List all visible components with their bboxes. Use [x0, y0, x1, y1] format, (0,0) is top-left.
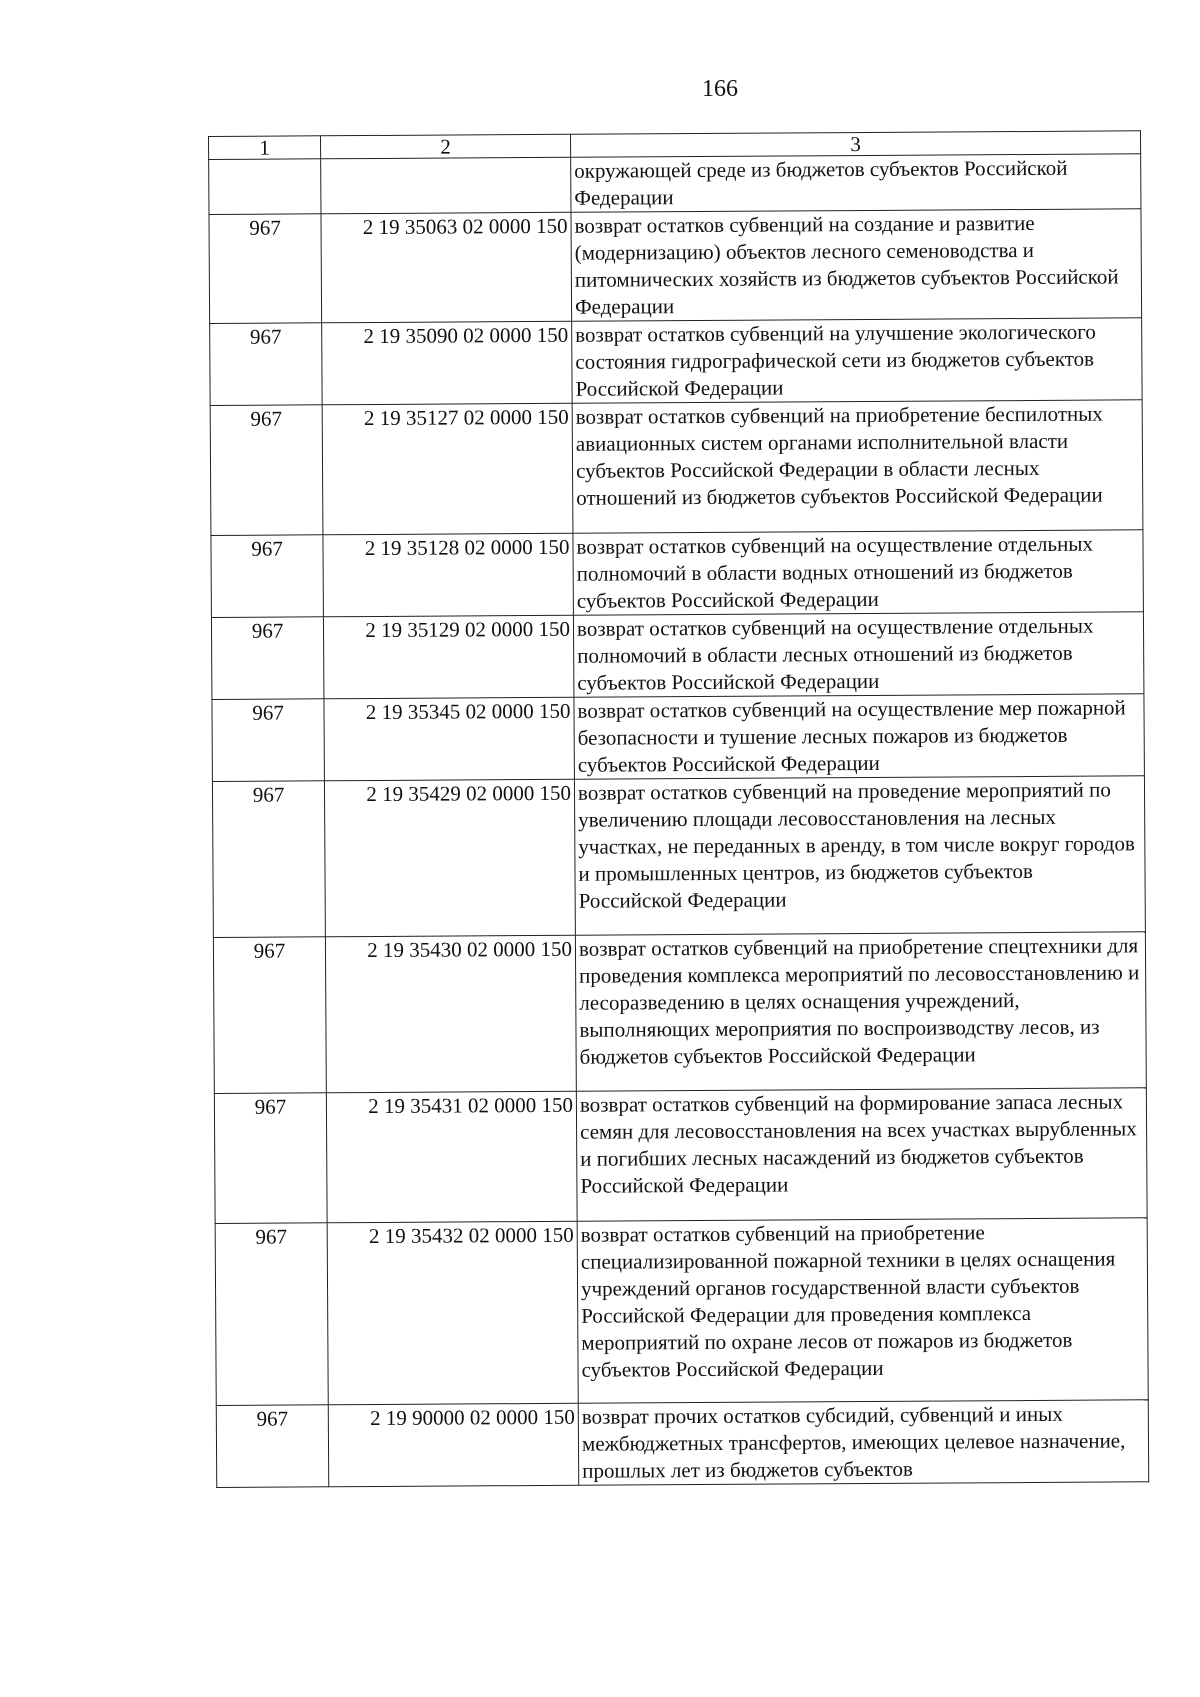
budget-code-cell: 2 19 35129 02 0000 150: [323, 615, 573, 699]
admin-code-cell: 967: [215, 1223, 328, 1406]
admin-code-cell: 967: [212, 699, 324, 782]
table-row: [212, 776, 1145, 938]
table-row: [210, 400, 1143, 536]
description-cell: возврат прочих остатков субсидий, субвенций и иных межбюджетных трансфертов, имеющих целевое назначение, прошлых лет из бюджетов субъектов: [578, 1400, 1148, 1485]
column-header-2: 2: [321, 134, 571, 159]
table-row: [211, 612, 1143, 700]
description-cell: возврат остатков субвенций на осуществление мер пожарной безопасности и тушение лесных пожаров из бюджетов субъектов Российской Федерации: [574, 694, 1144, 779]
admin-code-cell: 967: [212, 781, 325, 938]
admin-code-cell: 967: [214, 1093, 327, 1224]
admin-code-cell: 967: [210, 405, 323, 536]
description-cell: возврат остатков субвенций на осуществление отдельных полномочий в области лесных отношений из бюджетов субъектов Российской Федерации: [573, 612, 1143, 697]
description-cell: возврат остатков субвенций на приобретение спецтехники для проведения комплекса мероприятий по лесовосстановлению и лесоразведению в целях оснащения учреждений, выполняющих мероприятия по воспроизводству лесов, из бюджетов субъектов Российской Федерации: [575, 932, 1146, 1091]
admin-code-cell: 967: [211, 617, 323, 700]
table-row: [215, 1218, 1148, 1406]
budget-code-cell: [321, 157, 571, 214]
budget-code-cell: 2 19 90000 02 0000 150: [328, 1403, 578, 1487]
budget-code-cell: 2 19 35063 02 0000 150: [321, 212, 572, 323]
description-cell: окружающей среде из бюджетов субъектов Российской Федерации: [571, 154, 1141, 212]
admin-code-cell: 967: [213, 937, 326, 1094]
column-header-3: 3: [570, 131, 1140, 157]
page-number: 166: [702, 76, 738, 102]
admin-code-cell: 967: [210, 323, 322, 406]
budget-code-cell: 2 19 35431 02 0000 150: [326, 1091, 577, 1223]
budget-code-cell: 2 19 35345 02 0000 150: [324, 697, 574, 781]
table-row: [211, 530, 1143, 618]
description-cell: возврат остатков субвенций на приобретение специализированной пожарной техники в целях оснащения учреждений органов государственной власти субъектов Российской Федерации для проведения комплекса мероприятий по охране лесов от пожаров из бюджетов субъектов Российской Федерации: [577, 1218, 1148, 1403]
description-cell: возврат остатков субвенций на проведение мероприятий по увеличению площади лесовосстановления на лесных участках, не переданных в аренду, в том числе вокруг городов и промышленных центров, из бюджетов субъектов Российской Федерации: [574, 776, 1145, 935]
admin-code-cell: 967: [216, 1405, 328, 1488]
budget-code-cell: 2 19 35090 02 0000 150: [322, 321, 572, 405]
budget-code-cell: 2 19 35429 02 0000 150: [324, 779, 575, 937]
admin-code-cell: 967: [211, 535, 323, 618]
table-row: [214, 1088, 1147, 1224]
description-cell: возврат остатков субвенций на формирование запаса лесных семян для лесовосстановления на всех участках вырубленных и погибших лесных насаждений из бюджетов субъектов Российской Федерации: [576, 1088, 1147, 1221]
budget-classification-table: [208, 130, 1149, 1488]
budget-code-cell: 2 19 35432 02 0000 150: [327, 1221, 578, 1405]
admin-code-cell: [209, 159, 321, 215]
table-row: [210, 318, 1142, 406]
column-header-1: 1: [209, 136, 321, 160]
table-row: [212, 694, 1144, 782]
table-row: [209, 154, 1141, 215]
description-cell: возврат остатков субвенций на создание и развитие (модернизацию) объектов лесного семеноводства и питомнических хозяйств из бюджетов субъектов Российской Федерации: [571, 209, 1142, 321]
description-cell: возврат остатков субвенций на улучшение экологического состояния гидрографической сети из бюджетов субъектов Российской Федерации: [572, 318, 1142, 403]
budget-code-cell: 2 19 35430 02 0000 150: [325, 935, 576, 1093]
admin-code-cell: 967: [209, 214, 322, 324]
budget-code-cell: 2 19 35128 02 0000 150: [323, 533, 573, 617]
table-row: [213, 932, 1146, 1094]
table-row: [209, 209, 1142, 324]
description-cell: возврат остатков субвенций на приобретение беспилотных авиационных систем органами исполнительной власти субъектов Российской Федерации в области лесных отношений из бюджетов субъектов Российской Федерации: [572, 400, 1143, 533]
budget-code-cell: 2 19 35127 02 0000 150: [322, 403, 573, 535]
table-row: [216, 1400, 1148, 1488]
description-cell: возврат остатков субвенций на осуществление отдельных полномочий в области водных отношений из бюджетов субъектов Российской Федерации: [573, 530, 1143, 615]
